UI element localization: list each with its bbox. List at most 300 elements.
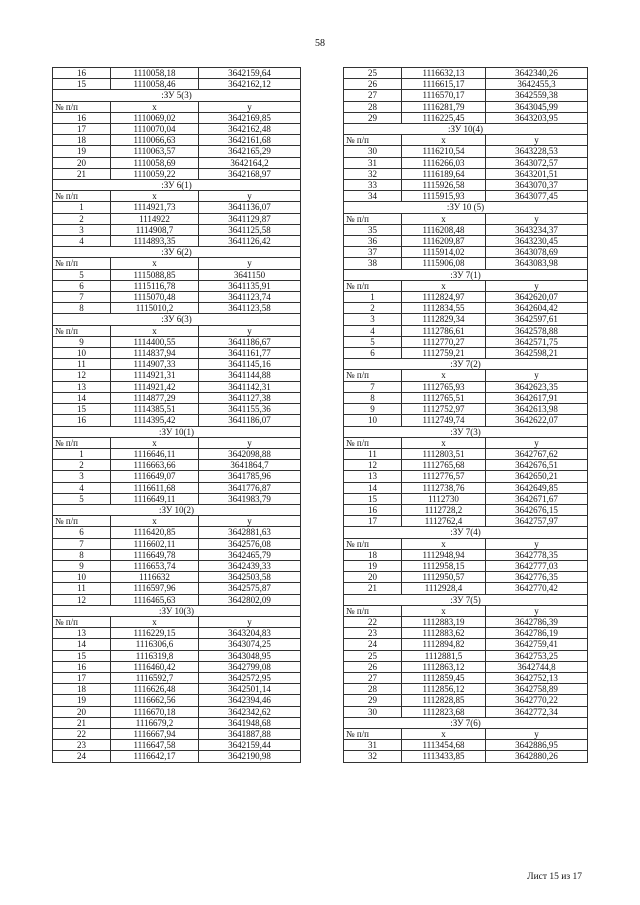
coord-x: 1112856,12 [402, 684, 486, 695]
coord-y: 3642622,07 [486, 415, 588, 426]
section-row [344, 269, 588, 280]
column-header-num: № п/п [53, 616, 111, 627]
coord-x: 1116225,45 [402, 112, 486, 123]
coord-x: 1112948,94 [402, 549, 486, 560]
point-number: 9 [53, 560, 111, 571]
column-header-y: y [486, 605, 588, 616]
coord-y: 3643201,51 [486, 168, 588, 179]
coordinates-table-right-body [344, 68, 588, 763]
coord-y: 3641186,07 [199, 415, 301, 426]
table-row [344, 448, 588, 459]
section-label: :ЗУ 5(3) [53, 90, 301, 101]
coord-x: 1112738,76 [402, 482, 486, 493]
point-number: 1 [53, 448, 111, 459]
section-label: :ЗУ 7(4) [344, 527, 588, 538]
coord-x: 1116465,63 [111, 594, 199, 605]
column-header-row [53, 325, 301, 336]
table-row [344, 79, 588, 90]
coordinates-table-left-body [53, 68, 301, 763]
coord-x: 1110058,69 [111, 157, 199, 168]
point-number: 27 [344, 90, 402, 101]
coord-y: 3642613,98 [486, 404, 588, 415]
coord-x: 1110069,02 [111, 112, 199, 123]
coord-y: 3642799,08 [199, 661, 301, 672]
coord-y: 3642767,62 [486, 448, 588, 459]
section-row [53, 180, 301, 191]
coord-y: 3641123,58 [199, 303, 301, 314]
coord-x: 1112894,82 [402, 639, 486, 650]
coord-x: 1110066,63 [111, 135, 199, 146]
point-number: 26 [344, 79, 402, 90]
point-number: 20 [344, 572, 402, 583]
coord-x: 1114893,35 [111, 236, 199, 247]
point-number: 11 [344, 448, 402, 459]
coord-x: 1116319,8 [111, 650, 199, 661]
section-label: :ЗУ 10(3) [53, 605, 301, 616]
coord-y: 3642770,42 [486, 583, 588, 594]
point-number: 5 [53, 493, 111, 504]
coord-y: 3642802,09 [199, 594, 301, 605]
section-label: :ЗУ 6(2) [53, 247, 301, 258]
coord-y: 3642744,8 [486, 661, 588, 672]
coord-y: 3642752,13 [486, 672, 588, 683]
point-number: 33 [344, 180, 402, 191]
coord-x: 1112770,27 [402, 336, 486, 347]
table-row [344, 303, 588, 314]
coord-x: 1114907,33 [111, 359, 199, 370]
point-number: 16 [53, 415, 111, 426]
coord-x: 1116649,11 [111, 493, 199, 504]
table-row [53, 280, 301, 291]
column-header-row [344, 280, 588, 291]
point-number: 27 [344, 672, 402, 683]
coord-x: 1116649,07 [111, 471, 199, 482]
point-number: 14 [53, 392, 111, 403]
point-number: 2 [53, 460, 111, 471]
point-number: 7 [53, 292, 111, 303]
coord-x: 1116611,68 [111, 482, 199, 493]
point-number: 17 [344, 516, 402, 527]
point-number: 20 [53, 706, 111, 717]
coord-y: 3642886,95 [486, 740, 588, 751]
coord-y: 3642576,08 [199, 538, 301, 549]
column-header-row [53, 516, 301, 527]
point-number: 3 [53, 471, 111, 482]
coord-x: 1110058,18 [111, 68, 199, 79]
point-number: 34 [344, 191, 402, 202]
table-row [344, 146, 588, 157]
table-row [53, 202, 301, 213]
table-row [344, 471, 588, 482]
section-label: :ЗУ 6(3) [53, 314, 301, 325]
coord-y: 3643070,37 [486, 180, 588, 191]
coord-y: 3643078,69 [486, 247, 588, 258]
column-header-row [344, 437, 588, 448]
column-header-x: x [402, 135, 486, 146]
coord-y: 3642161,68 [199, 135, 301, 146]
section-row [344, 594, 588, 605]
column-header-y: y [486, 213, 588, 224]
column-header-num: № п/п [344, 437, 402, 448]
table-row [53, 538, 301, 549]
coord-x: 1112928,4 [402, 583, 486, 594]
table-row [344, 493, 588, 504]
coord-y: 3642786,19 [486, 628, 588, 639]
coord-y: 3641136,07 [199, 202, 301, 213]
column-header-x: x [111, 325, 199, 336]
coord-x: 1116642,17 [111, 751, 199, 762]
point-number: 36 [344, 236, 402, 247]
table-row [53, 493, 301, 504]
coord-y: 3641155,36 [199, 404, 301, 415]
coord-y: 3642098,88 [199, 448, 301, 459]
column-header-x: x [111, 516, 199, 527]
point-number: 24 [53, 751, 111, 762]
coord-x: 1113433,85 [402, 751, 486, 762]
coord-y: 3642340,26 [486, 68, 588, 79]
coord-x: 1112776,57 [402, 471, 486, 482]
section-row [53, 605, 301, 616]
coord-x: 1116670,18 [111, 706, 199, 717]
coord-y: 3642162,48 [199, 124, 301, 135]
point-number: 22 [344, 616, 402, 627]
coord-y: 3642604,42 [486, 303, 588, 314]
table-row [53, 146, 301, 157]
coord-y: 3641127,38 [199, 392, 301, 403]
coord-y: 3642394,46 [199, 695, 301, 706]
table-row [344, 549, 588, 560]
coord-x: 1114395,42 [111, 415, 199, 426]
point-number: 31 [344, 157, 402, 168]
table-row [344, 314, 588, 325]
coord-x: 1116615,17 [402, 79, 486, 90]
column-header-y: y [486, 437, 588, 448]
column-header-row [344, 135, 588, 146]
coord-x: 1110063,57 [111, 146, 199, 157]
column-header-x: x [402, 280, 486, 291]
coord-x: 1116632 [111, 572, 199, 583]
section-row [53, 247, 301, 258]
point-number: 16 [53, 68, 111, 79]
table-row [53, 236, 301, 247]
table-row [53, 527, 301, 538]
column-header-row [53, 191, 301, 202]
section-label: :ЗУ 10(2) [53, 504, 301, 515]
point-number: 23 [344, 628, 402, 639]
coord-y: 3642880,26 [486, 751, 588, 762]
table-row [344, 616, 588, 627]
column-header-row [344, 605, 588, 616]
coord-x: 1116667,94 [111, 728, 199, 739]
table-row [53, 672, 301, 683]
coord-x: 1116306,6 [111, 639, 199, 650]
coord-x: 1114837,94 [111, 348, 199, 359]
section-label: :ЗУ 7(1) [344, 269, 588, 280]
column-header-y: y [199, 325, 301, 336]
point-number: 3 [344, 314, 402, 325]
coord-y: 3643045,99 [486, 101, 588, 112]
coord-y: 3642597,61 [486, 314, 588, 325]
coord-x: 1116210,54 [402, 146, 486, 157]
coord-y: 3643074,25 [199, 639, 301, 650]
coordinates-table-left [52, 67, 301, 763]
point-number: 17 [53, 672, 111, 683]
table-row [344, 90, 588, 101]
coord-x: 1115088,85 [111, 269, 199, 280]
table-row [344, 292, 588, 303]
table-row [53, 112, 301, 123]
table-row [53, 348, 301, 359]
coord-y: 3643083,98 [486, 258, 588, 269]
column-header-num: № п/п [344, 213, 402, 224]
table-row [53, 303, 301, 314]
coord-x: 1112752,97 [402, 404, 486, 415]
table-row [53, 224, 301, 235]
point-number: 12 [344, 460, 402, 471]
coord-y: 3642572,95 [199, 672, 301, 683]
column-header-y: y [199, 191, 301, 202]
table-row [344, 101, 588, 112]
coord-y: 3642455,3 [486, 79, 588, 90]
table-row [53, 68, 301, 79]
column-header-x: x [111, 101, 199, 112]
column-header-row [344, 370, 588, 381]
section-label: :ЗУ 7(6) [344, 717, 588, 728]
section-row [53, 90, 301, 101]
column-header-y: y [486, 728, 588, 739]
table-row [53, 482, 301, 493]
coord-y: 3642776,35 [486, 572, 588, 583]
coord-y: 3643203,95 [486, 112, 588, 123]
table-row [344, 572, 588, 583]
table-row [344, 191, 588, 202]
coord-x: 1113454,68 [402, 740, 486, 751]
coord-y: 3642465,79 [199, 549, 301, 560]
column-header-row [53, 616, 301, 627]
coord-x: 1112765,68 [402, 460, 486, 471]
point-number: 7 [53, 538, 111, 549]
point-number: 1 [53, 202, 111, 213]
coord-x: 1115070,48 [111, 292, 199, 303]
table-row [344, 258, 588, 269]
point-number: 10 [53, 572, 111, 583]
table-row [344, 247, 588, 258]
coord-y: 3643048,95 [199, 650, 301, 661]
coord-x: 1112803,51 [402, 448, 486, 459]
table-row [53, 168, 301, 179]
point-number: 9 [53, 336, 111, 347]
coord-x: 1115915,93 [402, 191, 486, 202]
point-number: 35 [344, 224, 402, 235]
point-number: 15 [53, 79, 111, 90]
point-number: 15 [53, 650, 111, 661]
point-number: 18 [53, 135, 111, 146]
coord-x: 1112958,15 [402, 560, 486, 571]
table-row [344, 157, 588, 168]
coord-y: 3642159,44 [199, 740, 301, 751]
column-header-num: № п/п [344, 280, 402, 291]
table-row [344, 68, 588, 79]
section-label: :ЗУ 7(3) [344, 426, 588, 437]
coord-y: 3642168,97 [199, 168, 301, 179]
coord-y: 3643230,45 [486, 236, 588, 247]
table-row [53, 560, 301, 571]
section-row [344, 717, 588, 728]
point-number: 30 [344, 146, 402, 157]
coord-y: 3641150 [199, 269, 301, 280]
coord-y: 3641129,87 [199, 213, 301, 224]
point-number: 2 [53, 213, 111, 224]
coord-x: 1112765,93 [402, 381, 486, 392]
table-row [344, 180, 588, 191]
table-row [53, 628, 301, 639]
point-number: 28 [344, 101, 402, 112]
table-row [53, 728, 301, 739]
coord-x: 1110058,46 [111, 79, 199, 90]
coord-x: 1116602,11 [111, 538, 199, 549]
coord-x: 1116653,74 [111, 560, 199, 571]
table-row [344, 348, 588, 359]
coord-y: 3642770,22 [486, 695, 588, 706]
point-number: 4 [53, 482, 111, 493]
column-header-x: x [111, 258, 199, 269]
section-row [53, 504, 301, 515]
coord-y: 3641864,7 [199, 460, 301, 471]
table-row [53, 639, 301, 650]
coord-y: 3641142,31 [199, 381, 301, 392]
sheet-footer: Лист 15 из 17 [527, 872, 582, 882]
coord-y: 3642757,97 [486, 516, 588, 527]
point-number: 5 [53, 269, 111, 280]
point-number: 38 [344, 258, 402, 269]
point-number: 5 [344, 336, 402, 347]
coord-y: 3642671,67 [486, 493, 588, 504]
table-row [53, 572, 301, 583]
point-number: 14 [344, 482, 402, 493]
point-number: 12 [53, 594, 111, 605]
coord-x: 1110070,04 [111, 124, 199, 135]
coord-y: 3642501,14 [199, 684, 301, 695]
point-number: 13 [53, 381, 111, 392]
section-row [344, 527, 588, 538]
coord-x: 1114908,7 [111, 224, 199, 235]
point-number: 16 [53, 661, 111, 672]
coord-y: 3642753,25 [486, 650, 588, 661]
coord-x: 1115906,08 [402, 258, 486, 269]
coord-y: 3642649,85 [486, 482, 588, 493]
coord-y: 3642786,39 [486, 616, 588, 627]
coord-x: 1115010,2 [111, 303, 199, 314]
point-number: 19 [344, 560, 402, 571]
section-label: :ЗУ 10 (5) [344, 202, 588, 213]
coord-y: 3642503,58 [199, 572, 301, 583]
column-header-num: № п/п [53, 516, 111, 527]
coord-y: 3641186,67 [199, 336, 301, 347]
coord-x: 1115914,02 [402, 247, 486, 258]
coord-x: 1114921,31 [111, 370, 199, 381]
coord-x: 1112759,21 [402, 348, 486, 359]
column-header-x: x [402, 605, 486, 616]
table-row [344, 112, 588, 123]
coord-x: 1116647,58 [111, 740, 199, 751]
coord-y: 3642758,89 [486, 684, 588, 695]
coord-y: 3641125,58 [199, 224, 301, 235]
table-row [344, 336, 588, 347]
section-label: :ЗУ 7(2) [344, 359, 588, 370]
coord-x: 1116189,64 [402, 168, 486, 179]
table-row [53, 336, 301, 347]
point-number: 19 [53, 146, 111, 157]
coord-x: 1116646,11 [111, 448, 199, 459]
coord-x: 1110059,22 [111, 168, 199, 179]
point-number: 11 [53, 583, 111, 594]
coord-y: 3641776,87 [199, 482, 301, 493]
coord-x: 1116209,87 [402, 236, 486, 247]
table-row [53, 79, 301, 90]
coord-y: 3642571,75 [486, 336, 588, 347]
coord-x: 1114385,51 [111, 404, 199, 415]
coord-x: 1112765,51 [402, 392, 486, 403]
column-header-y: y [486, 538, 588, 549]
coord-y: 3642164,2 [199, 157, 301, 168]
coord-x: 1112863,12 [402, 661, 486, 672]
point-number: 22 [53, 728, 111, 739]
coord-y: 3641785,96 [199, 471, 301, 482]
coord-x: 1116229,15 [111, 628, 199, 639]
table-row [344, 482, 588, 493]
coord-y: 3642650,21 [486, 471, 588, 482]
table-row [344, 392, 588, 403]
point-number: 13 [53, 628, 111, 639]
table-row [344, 672, 588, 683]
section-row [53, 426, 301, 437]
coord-y: 3642575,87 [199, 583, 301, 594]
coord-y: 3642777,03 [486, 560, 588, 571]
column-header-num: № п/п [344, 135, 402, 146]
coord-y: 3642190,98 [199, 751, 301, 762]
point-number: 9 [344, 404, 402, 415]
point-number: 11 [53, 359, 111, 370]
table-row [53, 124, 301, 135]
table-row [344, 740, 588, 751]
coord-y: 3642165,29 [199, 146, 301, 157]
column-header-x: x [111, 616, 199, 627]
coord-x: 1116281,79 [402, 101, 486, 112]
table-row [344, 695, 588, 706]
coord-x: 1114921,73 [111, 202, 199, 213]
coord-y: 3643204,83 [199, 628, 301, 639]
column-header-num: № п/п [53, 101, 111, 112]
point-number: 6 [53, 527, 111, 538]
column-header-y: y [199, 258, 301, 269]
point-number: 1 [344, 292, 402, 303]
point-number: 3 [53, 224, 111, 235]
table-row [53, 695, 301, 706]
coord-y: 3641126,42 [199, 236, 301, 247]
column-header-num: № п/п [344, 728, 402, 739]
point-number: 7 [344, 381, 402, 392]
column-header-num: № п/п [53, 191, 111, 202]
point-number: 32 [344, 751, 402, 762]
coord-x: 1116570,17 [402, 90, 486, 101]
coord-x: 1112730 [402, 493, 486, 504]
coord-y: 3642676,51 [486, 460, 588, 471]
column-header-row [53, 437, 301, 448]
column-header-row [344, 538, 588, 549]
column-header-num: № п/п [344, 605, 402, 616]
coord-y: 3643072,57 [486, 157, 588, 168]
column-header-y: y [199, 101, 301, 112]
